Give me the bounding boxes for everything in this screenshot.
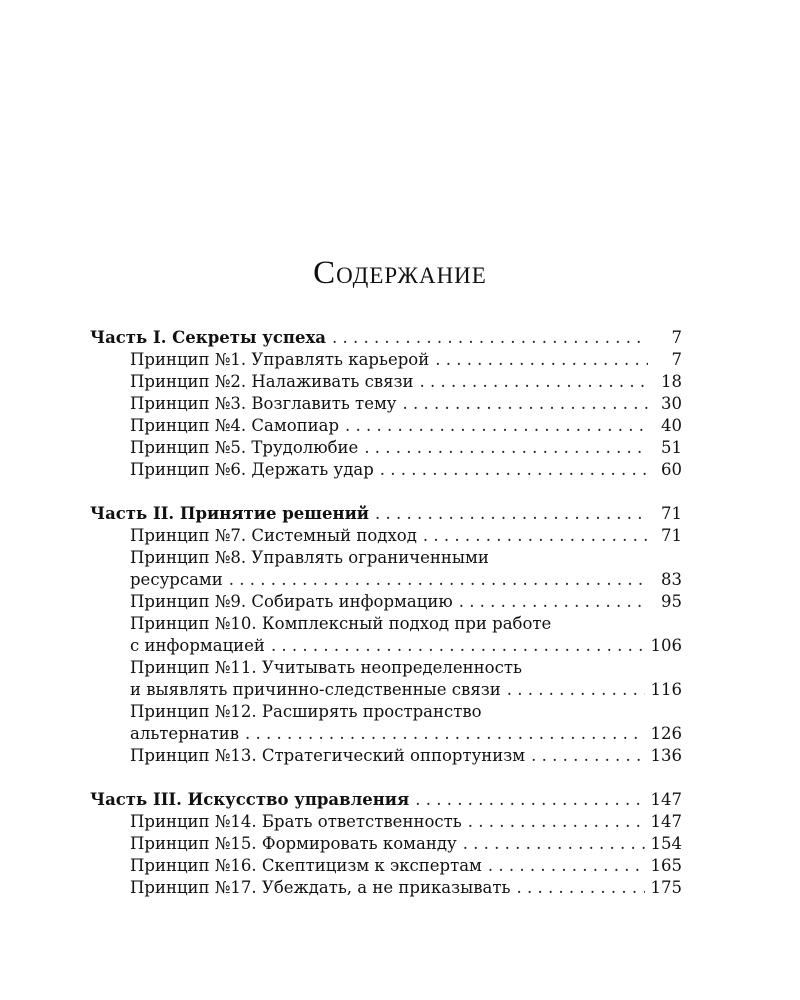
dot-leader bbox=[423, 525, 648, 547]
toc-entry-label: альтернатив bbox=[130, 724, 240, 743]
toc-entry[interactable] bbox=[90, 349, 682, 371]
toc-entry[interactable] bbox=[90, 811, 682, 833]
toc-page-number: 126 bbox=[650, 724, 682, 743]
toc-entry[interactable] bbox=[90, 855, 682, 877]
toc-page-number: 95 bbox=[661, 592, 682, 611]
toc-entry-label: Принцип №16. Скептицизм к экспертам bbox=[130, 856, 482, 875]
toc-entry-label: Принцип №7. Системный подход bbox=[130, 526, 417, 545]
toc-part-heading[interactable] bbox=[90, 503, 682, 525]
toc-entry-label: Принцип №17. Убеждать, а не приказывать bbox=[130, 878, 511, 897]
toc-entry-first-line: Принцип №11. Учитывать неопределенность bbox=[130, 658, 522, 677]
dot-leader bbox=[488, 855, 645, 877]
toc-entry-row bbox=[90, 437, 682, 459]
dot-leader bbox=[435, 349, 648, 371]
dot-leader bbox=[531, 745, 644, 767]
toc-entry-row bbox=[90, 833, 682, 855]
toc-entry-label: Принцип №9. Собирать информацию bbox=[130, 592, 453, 611]
toc-page-number: 30 bbox=[661, 394, 682, 413]
toc-page-number: 147 bbox=[650, 790, 682, 809]
dot-leader bbox=[516, 877, 644, 899]
toc-entry-label: и выявлять причинно-следственные связи bbox=[130, 680, 501, 699]
toc-page-number: 165 bbox=[650, 856, 682, 875]
toc-entry-label: Принцип №6. Держать удар bbox=[130, 460, 374, 479]
toc-entry[interactable] bbox=[90, 547, 682, 591]
toc-entry-row bbox=[90, 723, 682, 745]
toc-part-label: Часть II. Принятие решений bbox=[90, 504, 370, 523]
toc-part-label: Часть I. Секреты успеха bbox=[90, 328, 326, 347]
toc-entry[interactable] bbox=[90, 393, 682, 415]
toc-entry-first-line: Принцип №10. Комплексный подход при работе bbox=[130, 614, 552, 633]
toc-entry[interactable] bbox=[90, 371, 682, 393]
toc-entry-label: Принцип №2. Налаживать связи bbox=[130, 372, 414, 391]
toc-entry-label: с информацией bbox=[130, 636, 265, 655]
toc-entry[interactable] bbox=[90, 613, 682, 657]
dot-leader bbox=[345, 415, 648, 437]
toc-page-number: 40 bbox=[661, 416, 682, 435]
toc-page-number: 51 bbox=[661, 438, 682, 457]
toc-entry[interactable] bbox=[90, 877, 682, 899]
dot-leader bbox=[271, 635, 645, 657]
toc-entry[interactable] bbox=[90, 657, 682, 701]
dot-leader bbox=[420, 371, 648, 393]
toc-entry[interactable] bbox=[90, 415, 682, 437]
toc-entry-row bbox=[90, 459, 682, 481]
toc-page-number: 71 bbox=[661, 504, 682, 523]
dot-leader bbox=[375, 503, 648, 525]
dot-leader bbox=[415, 789, 644, 811]
toc-entry[interactable] bbox=[90, 701, 682, 745]
toc-entry-row bbox=[90, 393, 682, 415]
toc-entry-label: Принцип №1. Управлять карьерой bbox=[130, 350, 430, 369]
toc-entry[interactable] bbox=[90, 459, 682, 481]
toc-page-number: 7 bbox=[671, 350, 682, 369]
dot-leader bbox=[507, 679, 645, 701]
dot-leader bbox=[245, 723, 644, 745]
dot-leader bbox=[459, 591, 648, 613]
toc-entry-label: Принцип №15. Формировать команду bbox=[130, 834, 457, 853]
toc-entry-label: Принцип №14. Брать ответственность bbox=[130, 812, 462, 831]
toc-page-number: 60 bbox=[661, 460, 682, 479]
toc-page-number: 116 bbox=[650, 680, 682, 699]
toc-entry[interactable] bbox=[90, 525, 682, 547]
page-title: Содержание bbox=[313, 255, 487, 291]
toc-entry-row bbox=[90, 811, 682, 833]
dot-leader bbox=[380, 459, 648, 481]
toc-part bbox=[90, 327, 682, 481]
toc-entry-label: Принцип №4. Самопиар bbox=[130, 416, 340, 435]
toc-page-number: 83 bbox=[661, 570, 682, 589]
toc-entry-label: Принцип №13. Стратегический оппортунизм bbox=[130, 746, 526, 765]
toc-entry-row bbox=[90, 635, 682, 657]
toc-entry-row bbox=[90, 349, 682, 371]
toc-entry-label: Принцип №5. Трудолюбие bbox=[130, 438, 359, 457]
toc-page-number: 175 bbox=[650, 878, 682, 897]
toc-page-number: 106 bbox=[650, 636, 682, 655]
toc-entry-row bbox=[90, 745, 682, 767]
toc-entry-row bbox=[90, 591, 682, 613]
dot-leader bbox=[229, 569, 648, 591]
toc-entry-row bbox=[90, 569, 682, 591]
toc-part bbox=[90, 503, 682, 767]
dot-leader bbox=[332, 327, 648, 349]
toc-entry-row bbox=[90, 679, 682, 701]
toc-entry-first-line: Принцип №8. Управлять ограниченными bbox=[130, 548, 489, 567]
toc-entry[interactable] bbox=[90, 745, 682, 767]
toc-page-number: 136 bbox=[650, 746, 682, 765]
dot-leader bbox=[463, 833, 645, 855]
toc-page-number: 18 bbox=[661, 372, 682, 391]
toc-page-number: 7 bbox=[671, 328, 682, 347]
toc-part-label: Часть III. Искусство управления bbox=[90, 790, 410, 809]
toc-entry[interactable] bbox=[90, 591, 682, 613]
toc-part bbox=[90, 789, 682, 899]
toc-page-number: 154 bbox=[650, 834, 682, 853]
toc-page-number: 71 bbox=[661, 526, 682, 545]
toc-part-heading[interactable] bbox=[90, 327, 682, 349]
dot-leader bbox=[364, 437, 648, 459]
toc-entry-row bbox=[90, 877, 682, 899]
toc-entry-row bbox=[90, 415, 682, 437]
dot-leader bbox=[403, 393, 649, 415]
toc-page-number: 147 bbox=[650, 812, 682, 831]
toc-entry[interactable] bbox=[90, 833, 682, 855]
toc-entry-row bbox=[90, 525, 682, 547]
toc-entry-first-line: Принцип №12. Расширять пространство bbox=[130, 702, 482, 721]
toc-entry-row bbox=[90, 371, 682, 393]
dot-leader bbox=[468, 811, 645, 833]
toc-part-heading[interactable] bbox=[90, 789, 682, 811]
toc-entry-label: ресурсами bbox=[130, 570, 223, 589]
table-of-contents bbox=[90, 327, 682, 921]
toc-entry-label: Принцип №3. Возглавить тему bbox=[130, 394, 397, 413]
toc-entry[interactable] bbox=[90, 437, 682, 459]
toc-entry-row bbox=[90, 855, 682, 877]
